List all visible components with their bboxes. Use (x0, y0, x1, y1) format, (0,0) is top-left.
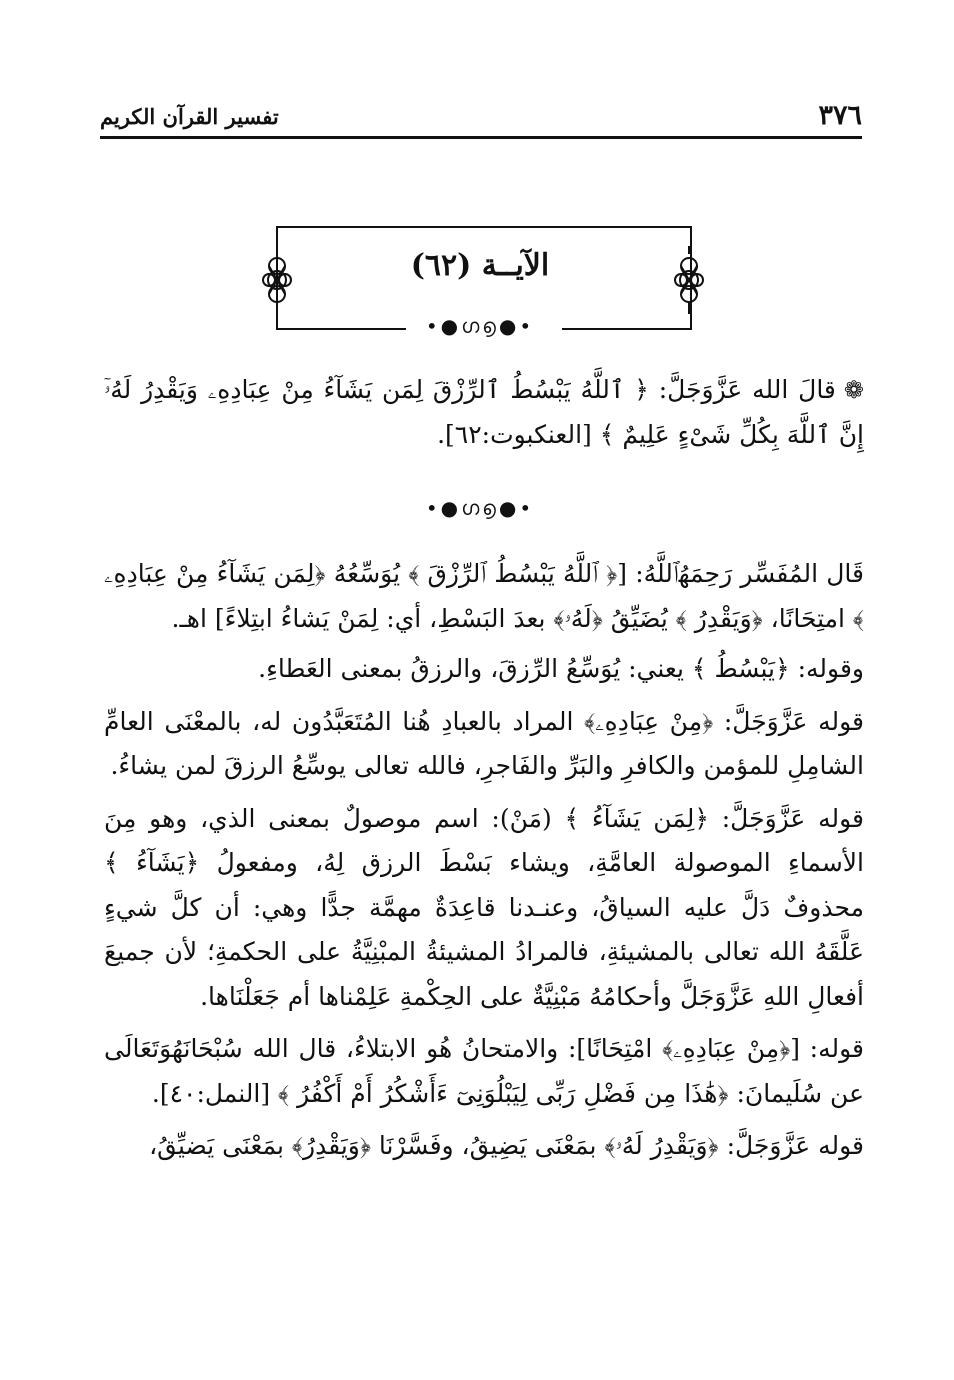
heading-divider: •●ഗ൭●• (425, 314, 535, 338)
verse-heading: الآيــة (٦٢) (410, 248, 550, 283)
section-divider: •●ഗ൭●• (425, 496, 535, 520)
knot-ornament-icon (671, 246, 707, 314)
header-rule (100, 136, 862, 139)
verse-block (104, 368, 864, 457)
page-header (100, 100, 862, 140)
page-number: ٣٧٦ (818, 100, 862, 131)
commentary-paragraph: قوله عَزَّوَجَلَّ: ﴿مِنْ عِبَادِهِۦ﴾ المراد بالعبادِ هُنا المُتَعَبَّدُون له، بالمعْنَى العامِّ الشامِلِ للمؤمن والكافرِ والبَرِّ والفَاجرِ، فالله تعالى يوسِّعُ الرزقَ لمن يشاءُ. (104, 706, 864, 780)
flower-bullet-icon: ❁ (843, 376, 864, 404)
commentary-paragraph: قَال المُفَسِّر رَحِمَهُٱللَّهُ: [﴿ ٱللَّهُ يَبْسُطُ ٱلرِّزْقَ ﴾ يُوَسِّعُهُ ﴿لِمَن يَشَآءُ مِنْ عِبَادِهِۦ ﴾ امتِحَانًا، ﴿وَيَقْدِرُ ﴾ يُضَيِّقُ ﴿لَهُۥ﴾ بعدَ البَسْطِ، أي: لِمَنْ يَشاءُ ابتِلاءً] اهـ. (104, 559, 864, 633)
book-title: تفسير القرآن الكريم (100, 104, 279, 129)
commentary-paragraph: وقوله: ﴿يَبْسُطُ ﴾ يعني: يُوَسِّعُ الرِّزقَ، والرزقُ بمعنى العَطاءِ. (258, 654, 864, 683)
knot-ornament-icon (259, 246, 295, 314)
commentary-block (104, 552, 864, 1169)
commentary-paragraph: قوله: [﴿مِنْ عِبَادِهِۦ﴾ امْتِحَانًا]: والامتحانُ هُو الابتلاءُ، قال الله سُبْحَانَهُوَتَعَالَى عن سُلَيمانَ: ﴿هَٰذَا مِن فَضْلِ رَبِّى لِيَبْلُوَنِىٓ ءَأَشْكُرُ أَمْ أَكْفُرُ ﴾ [النمل:٤٠]. (104, 1034, 864, 1108)
verse-text: قالَ الله عَزَّوَجَلَّ: ﴿ ٱللَّهُ يَبْسُطُ ٱلرِّزْقَ لِمَن يَشَآءُ مِنْ عِبَادِهِۦ وَيَقْدِرُ لَهُۥٓ إِنَّ ٱللَّهَ بِكُلِّ شَىْءٍ عَلِيمٌ ﴾ [العنكبوت:٦٢]. (104, 375, 864, 449)
commentary-paragraph: قوله عَزَّوَجَلَّ: ﴿لِمَن يَشَآءُ ﴾ (مَنْ): اسم موصولٌ بمعنى الذي، وهو مِنَ الأسماءِ الموصولة العامَّةِ، ويشاء بَسْطَ الرزق لِهُ، ومفعولُ ﴿يَشَآءُ ﴾ محذوفٌ دَلَّ عليه السياقُ، وعنـدنا قاعِدَةٌ مهمَّة جدًّا وهي: أن كلَّ شيءٍ عَلَّقَهُ الله تعالى بالمشيئةِ، فالمرادُ المشيئةُ المبْنِيَّةُ على الحكمةِ؛ لأن جميعَ أفعالِ اللهِ عَزَّوَجَلَّ وأحكامُهُ مَبْنِيَّةٌ على الحِكْمةِ عَلِمْناها أم جَعَلْنَاها. (104, 803, 864, 1011)
commentary-paragraph: قوله عَزَّوَجَلَّ: ﴿وَيَقْدِرُ لَهُۥ﴾ بمَعْنَى يَضِيقُ، وفَسَّرْنَا ﴿وَيَقْدِرُ﴾ بمَعْنَى يَضيِّقُ، (149, 1131, 864, 1160)
